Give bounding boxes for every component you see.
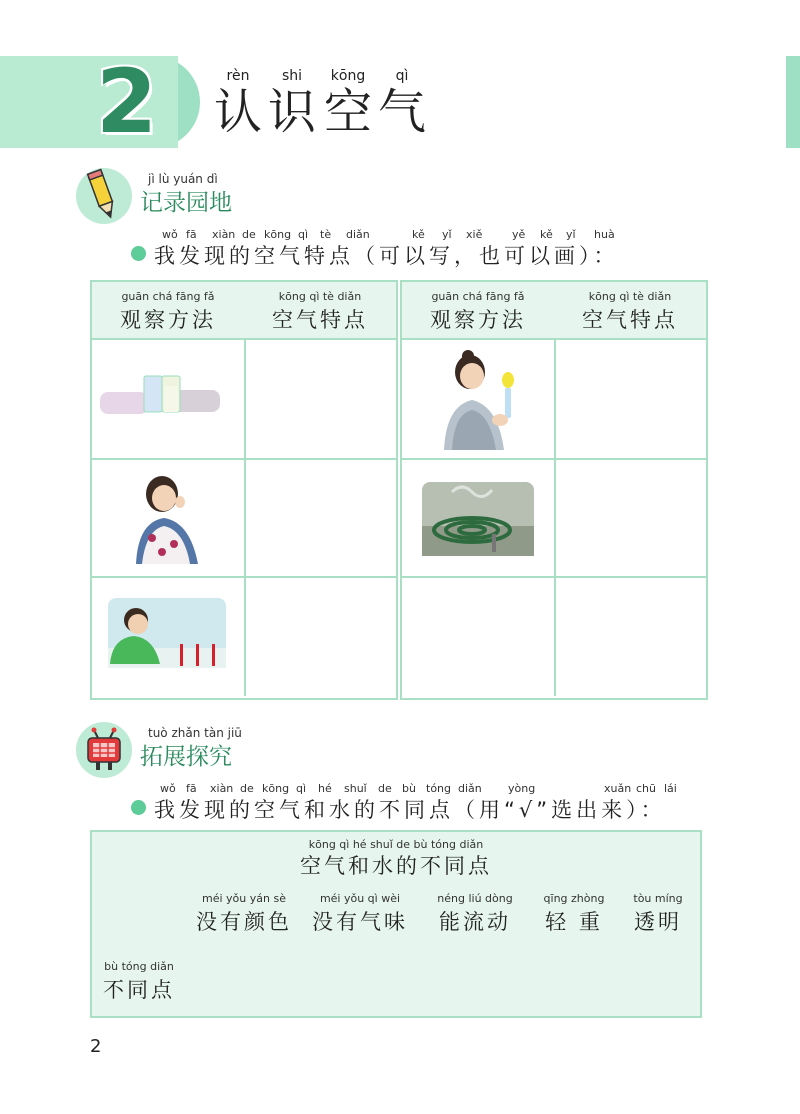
title-char: 气: [377, 84, 426, 140]
feature-cell[interactable]: [244, 340, 396, 460]
method-cell: [92, 340, 246, 460]
bullet-dot: [131, 800, 146, 815]
pencil-icon: [76, 168, 132, 224]
column-header: méi yǒu yán sè 没有颜色: [186, 880, 304, 950]
feature-cell[interactable]: [244, 576, 396, 696]
comparison-table: [90, 830, 702, 1018]
section-title-explore: 拓展探究: [140, 744, 232, 770]
column-header: méi yǒu qì wèi 没有气味: [302, 880, 420, 950]
bullet-dot: [131, 246, 146, 261]
title-pinyin: kōng: [330, 68, 366, 84]
header-cell-feature: kōng qì tè diǎn 空气特点: [244, 282, 396, 340]
method-cell[interactable]: [402, 576, 556, 696]
method-cell: [92, 458, 246, 578]
cups-photo: [100, 370, 220, 430]
title-char: 认: [213, 84, 262, 140]
column-header: qīng zhòng 轻 重: [532, 880, 618, 950]
title-pinyin: shi: [281, 68, 303, 84]
mosquito-coil-photo: [422, 482, 534, 558]
prompt-text: 我发现的空气特点（可以写，也可以画）：: [154, 244, 619, 268]
comparison-header: kōng qì hé shuǐ de bù tóng diǎn 空气和水的不同点: [92, 832, 700, 882]
page-number: 2: [90, 1036, 102, 1057]
method-cell: [92, 576, 246, 696]
header-edge-strip: [786, 56, 800, 148]
check-cell[interactable]: [532, 948, 618, 1016]
section-title-record: 记录园地: [140, 190, 232, 216]
title-char: 识: [267, 84, 316, 140]
girl-balloon-photo: [442, 350, 518, 450]
record-table-left: [90, 280, 398, 700]
header-cell-method: guān chá fāng fǎ 观察方法: [92, 282, 246, 340]
boy-blowing-candles-photo: [108, 598, 226, 670]
corner-cell: [92, 880, 188, 950]
title-pinyin: rèn: [226, 68, 250, 84]
section-pinyin: tuò zhǎn tàn jiū: [148, 726, 242, 740]
method-cell: [402, 340, 556, 460]
lesson-number: 2: [96, 50, 158, 153]
robot-icon: [76, 722, 132, 778]
section-pinyin: jì lù yuán dì: [148, 172, 218, 186]
prompt-text: 我发现的空气和水的不同点（用“√”选出来）：: [154, 798, 666, 822]
row-header: bù tóng diǎn 不同点: [92, 948, 188, 1016]
check-cell[interactable]: [616, 948, 700, 1016]
feature-cell[interactable]: [554, 576, 706, 696]
feature-cell[interactable]: [244, 458, 396, 578]
feature-cell[interactable]: [554, 340, 706, 460]
record-table-right: [400, 280, 708, 700]
girl-smelling-photo: [128, 472, 210, 564]
feature-cell[interactable]: [554, 458, 706, 578]
header-cell-method: guān chá fāng fǎ 观察方法: [402, 282, 556, 340]
check-cell[interactable]: [186, 948, 304, 1016]
method-cell: [402, 458, 556, 578]
header-cell-feature: kōng qì tè diǎn 空气特点: [554, 282, 706, 340]
check-cell[interactable]: [418, 948, 534, 1016]
check-cell[interactable]: [302, 948, 420, 1016]
title-pinyin: qì: [395, 68, 409, 84]
column-header: tòu míng 透明: [616, 880, 700, 950]
title-char: 空: [323, 84, 372, 140]
column-header: néng liú dòng 能流动: [418, 880, 534, 950]
